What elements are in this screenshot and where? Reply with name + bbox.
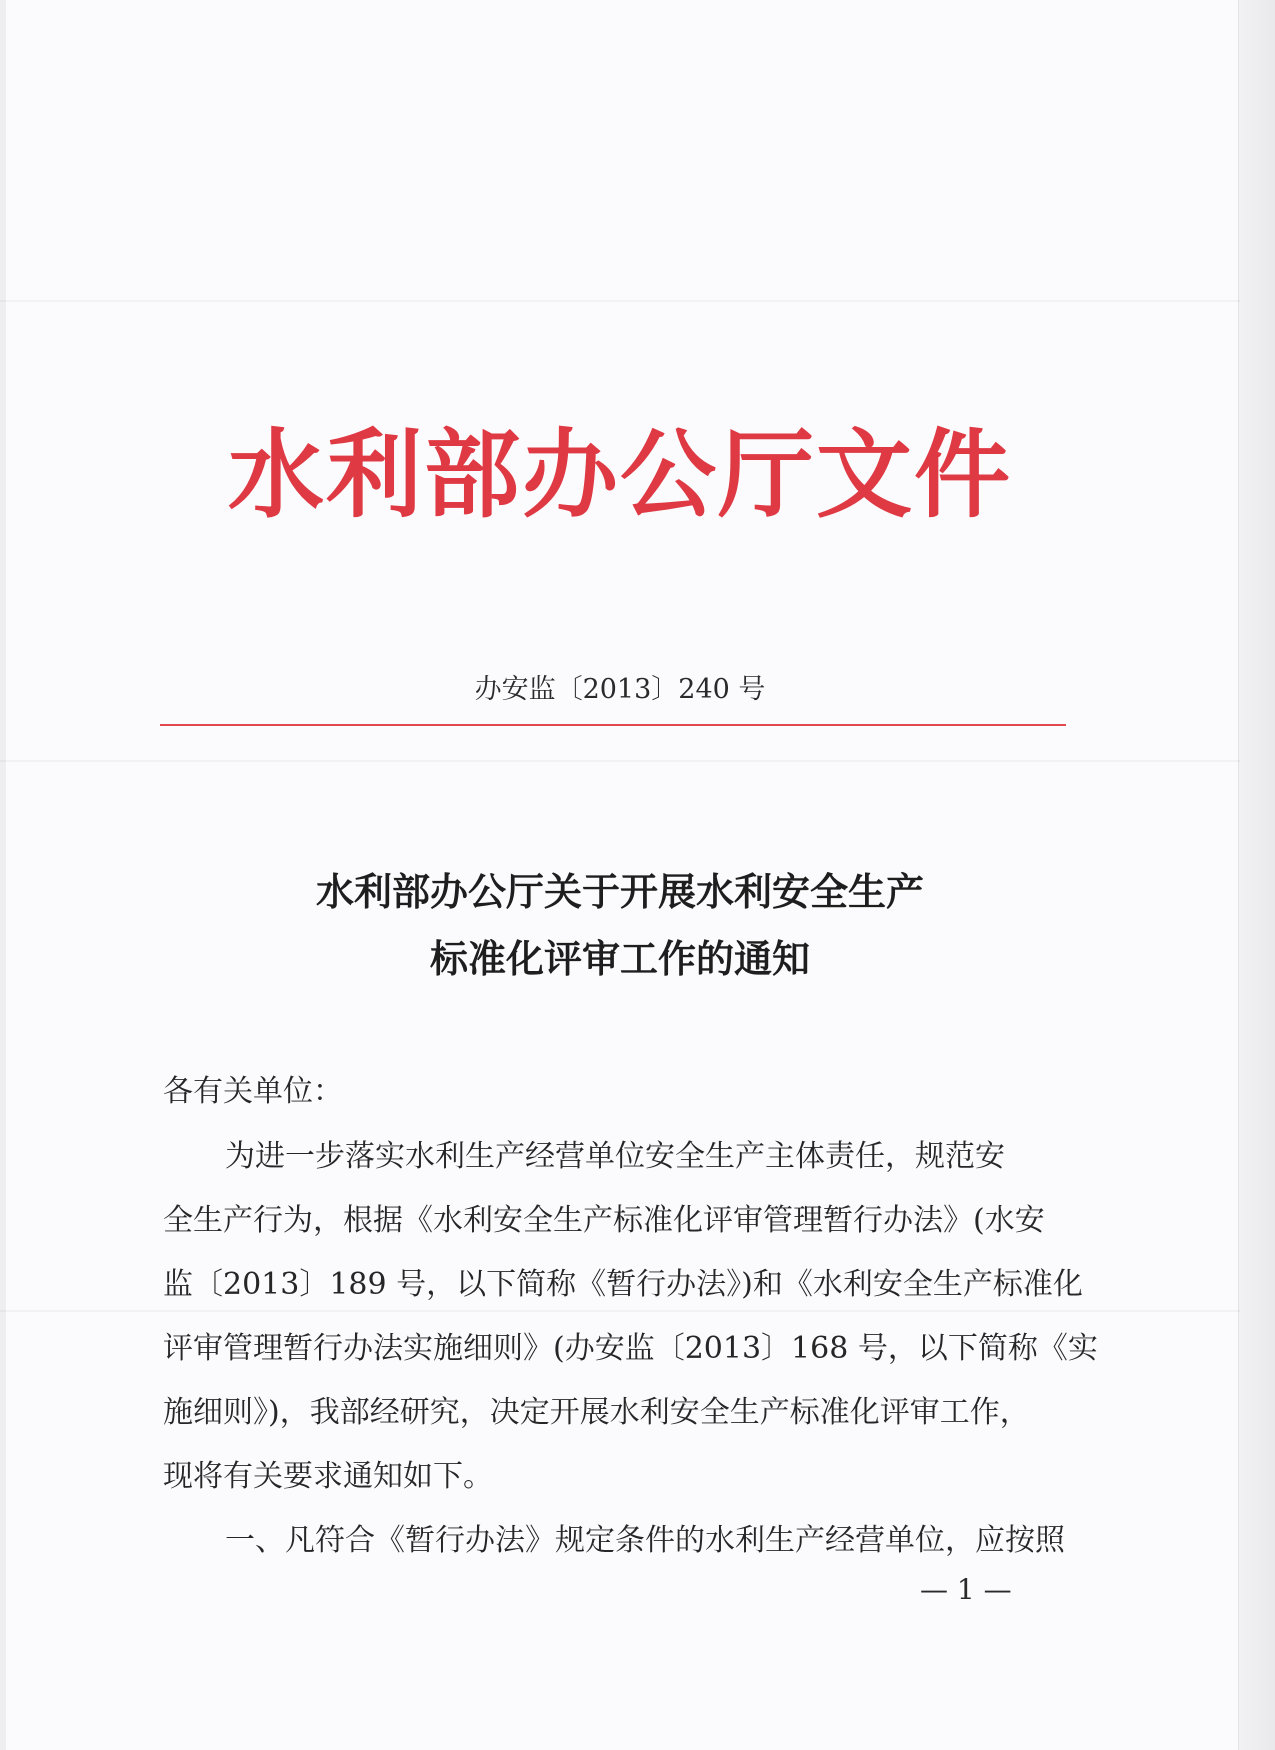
body-line: 为进一步落实水利生产经营单位安全生产主体责任，规范安 — [225, 1139, 1005, 1174]
body-line: 施细则》)，我部经研究，决定开展水利安全生产标准化评审工作， — [163, 1395, 1030, 1430]
body-line: 现将有关要求通知如下。 — [163, 1459, 493, 1494]
paper-fold — [0, 300, 1240, 302]
paper-fold — [0, 760, 1240, 762]
notice-title-line-2: 标准化评审工作的通知 — [429, 937, 810, 981]
red-divider-line — [160, 724, 1066, 726]
notice-title-line-1: 水利部办公厅关于开展水利安全生产 — [315, 870, 924, 914]
scan-edge-right — [1238, 0, 1275, 1750]
salutation: 各有关单位： — [163, 1074, 343, 1109]
paper-fold — [0, 1310, 1240, 1312]
body-line: 监〔2013〕189 号，以下简称《暂行办法》)和《水利安全生产标准化 — [163, 1267, 1083, 1302]
body-line: 评审管理暂行办法实施细则》(办安监〔2013〕168 号，以下简称《实 — [163, 1331, 1098, 1366]
document-header-title: 水利部办公厅文件 — [228, 419, 1012, 531]
page-number: — 1 — — [920, 1573, 1012, 1606]
document-number: 办安监〔2013〕240 号 — [474, 674, 766, 705]
body-line: 全生产行为，根据《水利安全生产标准化评审管理暂行办法》(水安 — [163, 1203, 1045, 1238]
body-line: 一、凡符合《暂行办法》规定条件的水利生产经营单位，应按照 — [225, 1523, 1065, 1558]
